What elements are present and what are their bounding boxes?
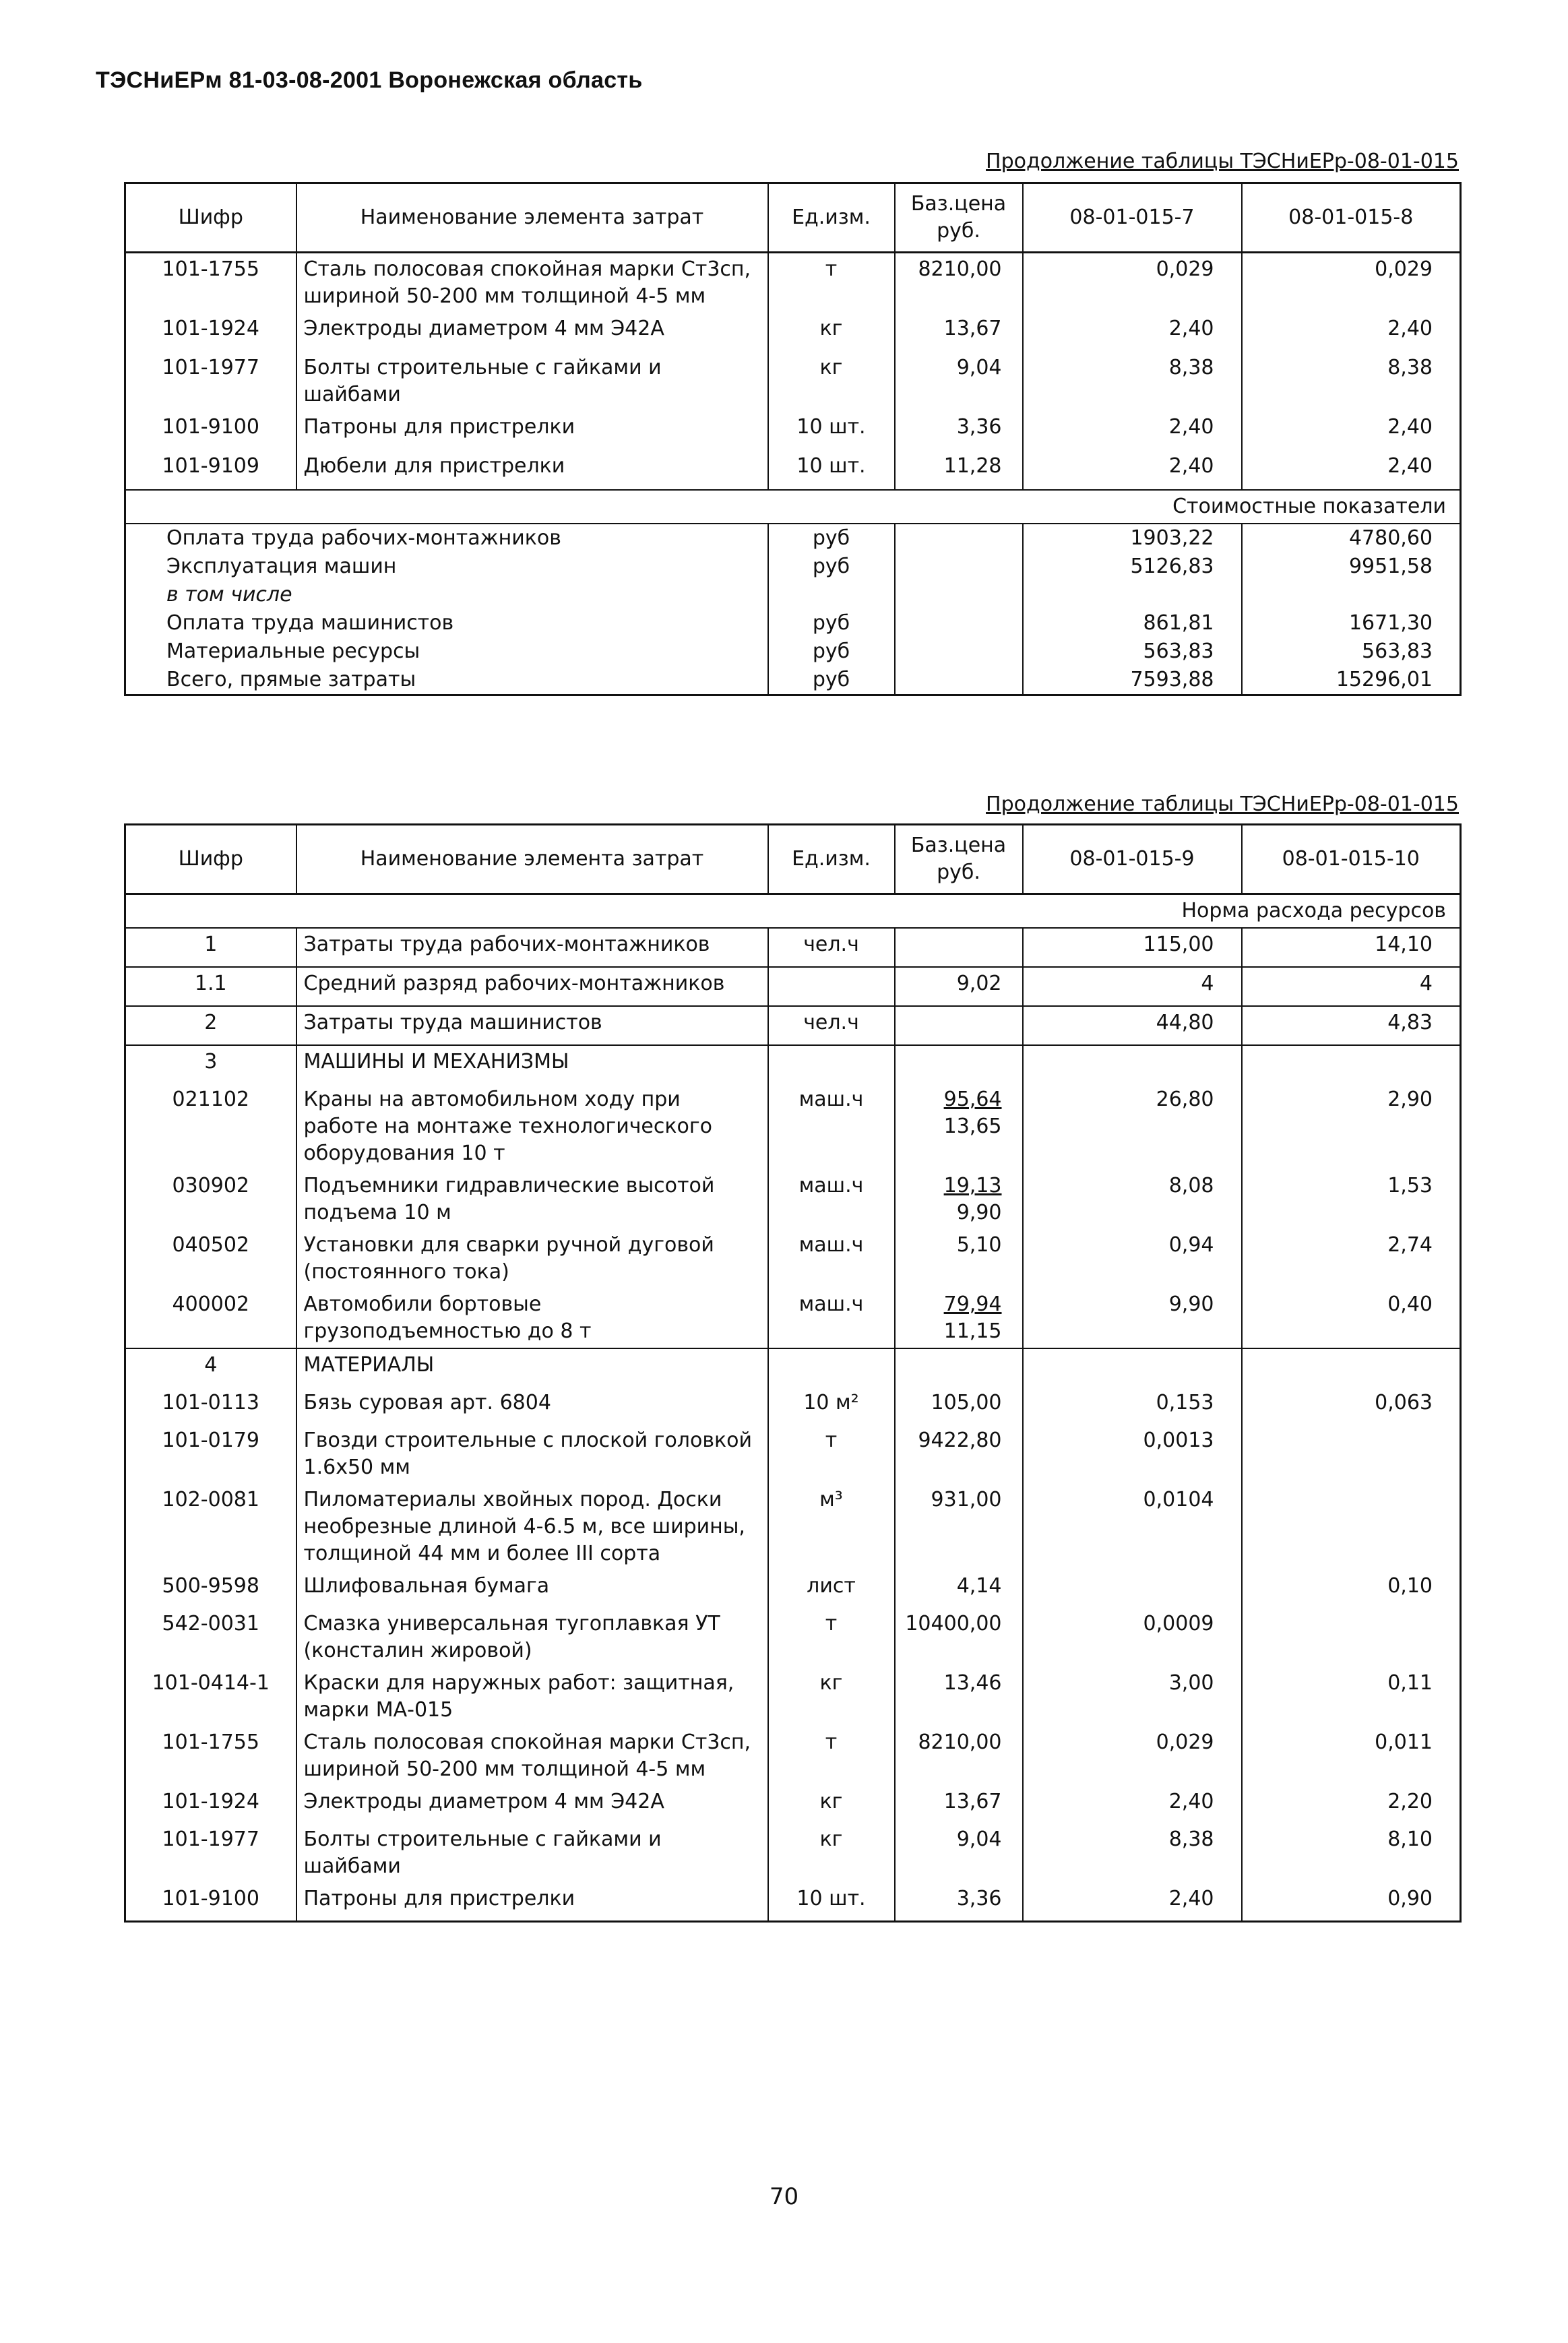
cell-variant-a: 0,0104 <box>1023 1484 1242 1570</box>
summary-variant-a: 5126,83 <box>1023 553 1242 581</box>
cell-variant-b <box>1242 1045 1461 1084</box>
column-header-name: Наименование элемента затрат <box>296 183 768 253</box>
table-row <box>125 411 1461 450</box>
cell-variant-a: 2,40 <box>1023 313 1242 352</box>
cell-variant-a: 9,90 <box>1023 1288 1242 1348</box>
cell-variant-b: 2,90 <box>1242 1084 1461 1170</box>
cell-variant-a: 44,80 <box>1023 1006 1242 1045</box>
cell-unit: маш.ч <box>768 1084 895 1170</box>
price-value: 3,36 <box>956 1887 1002 1910</box>
table-row <box>125 450 1461 490</box>
cell-unit <box>768 967 895 1006</box>
cell-name: Смазка универсальная тугоплавкая УТ (консталин жировой) <box>296 1608 768 1667</box>
cell-name: Пиломатериалы хвойных пород. Доски необрезные длиной 4-6.5 м, все ширины, толщиной 44 мм и более III сорта <box>296 1484 768 1570</box>
price-value: 95,64 <box>943 1088 1002 1111</box>
cell-price <box>895 1229 1023 1288</box>
cell-price <box>895 967 1023 1006</box>
cell-code: 101-1977 <box>162 1827 259 1851</box>
table-row <box>125 1570 1461 1608</box>
summary-name: Всего, прямые затраты <box>166 668 416 691</box>
cell-variant-a: 115,00 <box>1023 928 1242 967</box>
cell-variant-b: 0,10 <box>1242 1570 1461 1608</box>
table-row <box>125 1229 1461 1288</box>
column-header-variant-b: 08-01-015-8 <box>1242 183 1461 253</box>
cell-code: 101-9109 <box>162 454 259 478</box>
cell-price: 3,36 <box>895 411 1023 450</box>
summary-row <box>125 666 1461 695</box>
resource-table-2 <box>124 823 1462 1923</box>
cell-name: Краны на автомобильном ходу при работе на монтаже технологического оборудования 10 т <box>296 1084 768 1170</box>
cell-variant-a: 0,0009 <box>1023 1608 1242 1667</box>
cell-unit: 10 м² <box>768 1387 895 1425</box>
table2-continuation: Продолжение таблицы ТЭСНиЕРр-08-01-015 <box>986 792 1459 816</box>
resource-table-1 <box>124 182 1462 696</box>
cell-price <box>895 1288 1023 1348</box>
cell-code: 040502 <box>172 1233 250 1257</box>
cell-name: Средний разряд рабочих-монтажников <box>296 967 768 1006</box>
cell-name: Затраты труда машинистов <box>296 1006 768 1045</box>
cell-variant-a: 2,40 <box>1023 1883 1242 1922</box>
cell-variant-a: 8,38 <box>1023 1823 1242 1883</box>
cell-unit: т <box>768 1425 895 1484</box>
cell-code: 101-1977 <box>162 356 259 379</box>
cell-variant-a: 0,029 <box>1023 253 1242 313</box>
cell-unit: кг <box>768 1667 895 1726</box>
cell-variant-a <box>1023 1348 1242 1387</box>
summary-variant-a: 563,83 <box>1023 637 1242 666</box>
table-row <box>125 1387 1461 1425</box>
summary-unit: руб <box>768 524 895 553</box>
table-row <box>125 1425 1461 1484</box>
cell-variant-a: 0,029 <box>1023 1726 1242 1786</box>
cell-variant-b: 2,40 <box>1242 450 1461 490</box>
summary-variant-a <box>1023 581 1242 609</box>
cell-name: Установки для сварки ручной дуговой (постоянного тока) <box>296 1229 768 1288</box>
column-header-price: Баз.цена руб. <box>895 825 1023 894</box>
table-row <box>125 1823 1461 1883</box>
cell-name: Болты строительные с гайками и шайбами <box>296 352 768 411</box>
column-header-code: Шифр <box>125 183 296 253</box>
table-row <box>125 1726 1461 1786</box>
summary-unit <box>768 581 895 609</box>
table-row <box>125 253 1461 313</box>
cell-variant-b: 0,40 <box>1242 1288 1461 1348</box>
table2-header-row <box>125 825 1461 894</box>
cell-variant-a: 8,38 <box>1023 352 1242 411</box>
cell-unit: 10 шт. <box>768 411 895 450</box>
price-value: 19,13 <box>943 1174 1002 1197</box>
cell-unit: 10 шт. <box>768 1883 895 1922</box>
cell-price <box>895 1170 1023 1229</box>
cell-variant-b: 4 <box>1242 967 1461 1006</box>
section-title: Норма расхода ресурсов <box>125 894 1461 929</box>
summary-row <box>125 553 1461 581</box>
price-value: 13,46 <box>943 1671 1002 1695</box>
summary-empty <box>895 609 1023 637</box>
cell-name: Сталь полосовая спокойная марки Ст3сп, шириной 50-200 мм толщиной 4-5 мм <box>296 1726 768 1786</box>
cell-price <box>895 1348 1023 1387</box>
cell-variant-a: 8,08 <box>1023 1170 1242 1229</box>
cell-variant-b: 8,10 <box>1242 1823 1461 1883</box>
cell-name: Сталь полосовая спокойная марки Ст3сп, шириной 50-200 мм толщиной 4-5 мм <box>296 253 768 313</box>
cell-variant-b: 2,20 <box>1242 1786 1461 1823</box>
cell-name: Патроны для пристрелки <box>296 1883 768 1922</box>
summary-name: в том числе <box>166 583 292 606</box>
cell-unit: кг <box>768 352 895 411</box>
column-header-price: Баз.цена руб. <box>895 183 1023 253</box>
cell-variant-b: 2,40 <box>1242 313 1461 352</box>
cell-variant-b <box>1242 1608 1461 1667</box>
summary-variant-b: 4780,60 <box>1242 524 1461 553</box>
column-header-code: Шифр <box>125 825 296 894</box>
table-row <box>125 1883 1461 1922</box>
cell-code: 101-0179 <box>162 1429 259 1452</box>
cell-variant-b: 14,10 <box>1242 928 1461 967</box>
price-value: 5,10 <box>956 1233 1002 1257</box>
cell-code: 030902 <box>172 1174 250 1197</box>
cell-price <box>895 1667 1023 1726</box>
cell-name: Патроны для пристрелки <box>296 411 768 450</box>
price-value: 8210,00 <box>918 1730 1002 1754</box>
cell-variant-a: 2,40 <box>1023 1786 1242 1823</box>
cell-variant-b <box>1242 1425 1461 1484</box>
summary-unit: руб <box>768 637 895 666</box>
page-number: 70 <box>769 2183 799 2210</box>
cell-variant-b: 0,011 <box>1242 1726 1461 1786</box>
cell-name: Затраты труда рабочих-монтажников <box>296 928 768 967</box>
summary-name: Оплата труда машинистов <box>166 611 454 635</box>
cell-variant-b: 2,40 <box>1242 411 1461 450</box>
cell-name: Бязь суровая арт. 6804 <box>296 1387 768 1425</box>
cell-code: 3 <box>125 1045 296 1084</box>
summary-empty <box>895 637 1023 666</box>
summary-variant-a: 7593,88 <box>1023 666 1242 695</box>
cell-code: 101-9100 <box>162 415 259 439</box>
summary-empty <box>895 524 1023 553</box>
table-row <box>125 1170 1461 1229</box>
cell-unit <box>768 1045 895 1084</box>
price-value: 9,04 <box>956 1827 1002 1851</box>
summary-unit: руб <box>768 609 895 637</box>
cell-name: Дюбели для пристрелки <box>296 450 768 490</box>
summary-variant-b: 9951,58 <box>1242 553 1461 581</box>
cell-code: 101-1755 <box>162 1730 259 1754</box>
cell-unit: т <box>768 1726 895 1786</box>
column-header-name: Наименование элемента затрат <box>296 825 768 894</box>
cell-name: Шлифовальная бумага <box>296 1570 768 1608</box>
cell-price <box>895 1883 1023 1922</box>
cell-variant-b <box>1242 1348 1461 1387</box>
price-value: 79,94 <box>943 1292 1002 1316</box>
price-value: 13,67 <box>943 1790 1002 1813</box>
cell-code: 102-0081 <box>162 1488 259 1511</box>
cell-code: 1 <box>204 933 218 956</box>
cell-price: 8210,00 <box>895 253 1023 313</box>
cell-unit: т <box>768 1608 895 1667</box>
cell-price: 9,04 <box>895 352 1023 411</box>
cell-name: Электроды диаметром 4 мм Э42А <box>296 1786 768 1823</box>
cell-unit: маш.ч <box>768 1229 895 1288</box>
price-value: 10400,00 <box>905 1612 1002 1635</box>
price-value: 9,02 <box>956 972 1002 995</box>
cell-variant-a <box>1023 1570 1242 1608</box>
cell-price <box>895 928 1023 967</box>
cell-variant-a: 4 <box>1023 967 1242 1006</box>
cell-price: 13,67 <box>895 313 1023 352</box>
price-value: 105,00 <box>931 1391 1002 1414</box>
cell-price <box>895 1006 1023 1045</box>
table-row <box>125 1084 1461 1170</box>
cell-name: МАШИНЫ И МЕХАНИЗМЫ <box>296 1045 768 1084</box>
cell-unit: маш.ч <box>768 1170 895 1229</box>
wage-value: 11,15 <box>943 1319 1002 1343</box>
cell-name: МАТЕРИАЛЫ <box>296 1348 768 1387</box>
table-row <box>125 313 1461 352</box>
summary-variant-b <box>1242 581 1461 609</box>
cell-variant-b: 1,53 <box>1242 1170 1461 1229</box>
column-header-variant-a: 08-01-015-7 <box>1023 183 1242 253</box>
price-value: 931,00 <box>931 1488 1002 1511</box>
summary-name: Материальные ресурсы <box>166 639 420 663</box>
cell-code: 4 <box>125 1348 296 1387</box>
table-row <box>125 1484 1461 1570</box>
cell-name: Краски для наружных работ: защитная, марки МА-015 <box>296 1667 768 1726</box>
table-row <box>125 1786 1461 1823</box>
cell-variant-b: 8,38 <box>1242 352 1461 411</box>
cell-code: 101-0414-1 <box>152 1671 270 1695</box>
cell-variant-b: 0,029 <box>1242 253 1461 313</box>
cell-price: 11,28 <box>895 450 1023 490</box>
section-title: Стоимостные показатели <box>125 490 1461 524</box>
cell-price <box>895 1786 1023 1823</box>
cell-code: 101-1924 <box>162 317 259 340</box>
cell-code: 2 <box>125 1006 296 1045</box>
summary-row <box>125 637 1461 666</box>
cell-code: 101-0113 <box>162 1391 259 1414</box>
section-row <box>125 894 1461 929</box>
cell-code: 101-1755 <box>162 257 259 281</box>
cell-variant-a: 0,0013 <box>1023 1425 1242 1484</box>
table-row <box>125 1608 1461 1667</box>
cell-unit: кг <box>768 1786 895 1823</box>
table-row <box>125 928 1461 967</box>
column-header-variant-a: 08-01-015-9 <box>1023 825 1242 894</box>
summary-variant-a: 861,81 <box>1023 609 1242 637</box>
table-row <box>125 967 1461 1006</box>
cell-variant-a: 2,40 <box>1023 450 1242 490</box>
wage-value: 9,90 <box>956 1201 1002 1224</box>
cell-code: 500-9598 <box>162 1574 259 1598</box>
cell-name: Подъемники гидравлические высотой подъема 10 м <box>296 1170 768 1229</box>
price-value: 9422,80 <box>918 1429 1002 1452</box>
summary-variant-a: 1903,22 <box>1023 524 1242 553</box>
summary-unit: руб <box>768 553 895 581</box>
table-row <box>125 1006 1461 1045</box>
table-row <box>125 1045 1461 1084</box>
cell-price <box>895 1425 1023 1484</box>
table-row <box>125 1288 1461 1348</box>
summary-variant-b: 1671,30 <box>1242 609 1461 637</box>
cell-variant-b <box>1242 1484 1461 1570</box>
summary-empty <box>895 581 1023 609</box>
cell-price <box>895 1823 1023 1883</box>
cell-price <box>895 1084 1023 1170</box>
summary-variant-b: 15296,01 <box>1242 666 1461 695</box>
cell-unit: маш.ч <box>768 1288 895 1348</box>
table1-continuation: Продолжение таблицы ТЭСНиЕРр-08-01-015 <box>986 150 1459 173</box>
summary-variant-b: 563,83 <box>1242 637 1461 666</box>
summary-empty <box>895 666 1023 695</box>
cell-variant-b: 0,063 <box>1242 1387 1461 1425</box>
cell-variant-b: 0,11 <box>1242 1667 1461 1726</box>
cell-unit: кг <box>768 1823 895 1883</box>
cell-unit <box>768 1348 895 1387</box>
cell-unit: 10 шт. <box>768 450 895 490</box>
cell-variant-a <box>1023 1045 1242 1084</box>
cell-code: 400002 <box>172 1292 250 1316</box>
cell-name: Гвозди строительные с плоской головкой 1.6x50 мм <box>296 1425 768 1484</box>
cell-price <box>895 1484 1023 1570</box>
section-row <box>125 490 1461 524</box>
summary-name: Эксплуатация машин <box>166 555 397 578</box>
cell-variant-a: 26,80 <box>1023 1084 1242 1170</box>
cell-variant-a: 0,94 <box>1023 1229 1242 1288</box>
cell-price <box>895 1726 1023 1786</box>
cell-unit: чел.ч <box>768 928 895 967</box>
cell-unit: м³ <box>768 1484 895 1570</box>
cell-price <box>895 1570 1023 1608</box>
cell-code: 1.1 <box>125 967 296 1006</box>
cell-unit: кг <box>768 313 895 352</box>
table-row <box>125 1348 1461 1387</box>
cell-unit: чел.ч <box>768 1006 895 1045</box>
cell-variant-b: 2,74 <box>1242 1229 1461 1288</box>
cell-price <box>895 1387 1023 1425</box>
document-title: ТЭСНиЕРм 81-03-08-2001 Воронежская область <box>96 67 643 93</box>
summary-name: Оплата труда рабочих-монтажников <box>166 526 561 550</box>
cell-price <box>895 1608 1023 1667</box>
cell-unit: лист <box>768 1570 895 1608</box>
cell-price <box>895 1045 1023 1084</box>
column-header-unit: Ед.изм. <box>768 825 895 894</box>
cell-variant-b: 0,90 <box>1242 1883 1461 1922</box>
summary-unit: руб <box>768 666 895 695</box>
cell-code: 542-0031 <box>162 1612 259 1635</box>
wage-value: 13,65 <box>943 1115 1002 1138</box>
summary-empty <box>895 553 1023 581</box>
column-header-unit: Ед.изм. <box>768 183 895 253</box>
column-header-variant-b: 08-01-015-10 <box>1242 825 1461 894</box>
summary-row <box>125 581 1461 609</box>
summary-row <box>125 609 1461 637</box>
price-value: 4,14 <box>956 1574 1002 1598</box>
table-row <box>125 352 1461 411</box>
cell-unit: т <box>768 253 895 313</box>
cell-code: 021102 <box>172 1088 250 1111</box>
cell-variant-a: 0,153 <box>1023 1387 1242 1425</box>
cell-variant-b: 4,83 <box>1242 1006 1461 1045</box>
cell-name: Электроды диаметром 4 мм Э42А <box>296 313 768 352</box>
cell-code: 101-9100 <box>162 1887 259 1910</box>
cell-variant-a: 2,40 <box>1023 411 1242 450</box>
summary-row <box>125 524 1461 553</box>
table-row <box>125 1667 1461 1726</box>
cell-variant-a: 3,00 <box>1023 1667 1242 1726</box>
table1-header-row <box>125 183 1461 253</box>
cell-code: 101-1924 <box>162 1790 259 1813</box>
cell-name: Автомобили бортовые грузоподъемностью до 8 т <box>296 1288 768 1348</box>
cell-name: Болты строительные с гайками и шайбами <box>296 1823 768 1883</box>
